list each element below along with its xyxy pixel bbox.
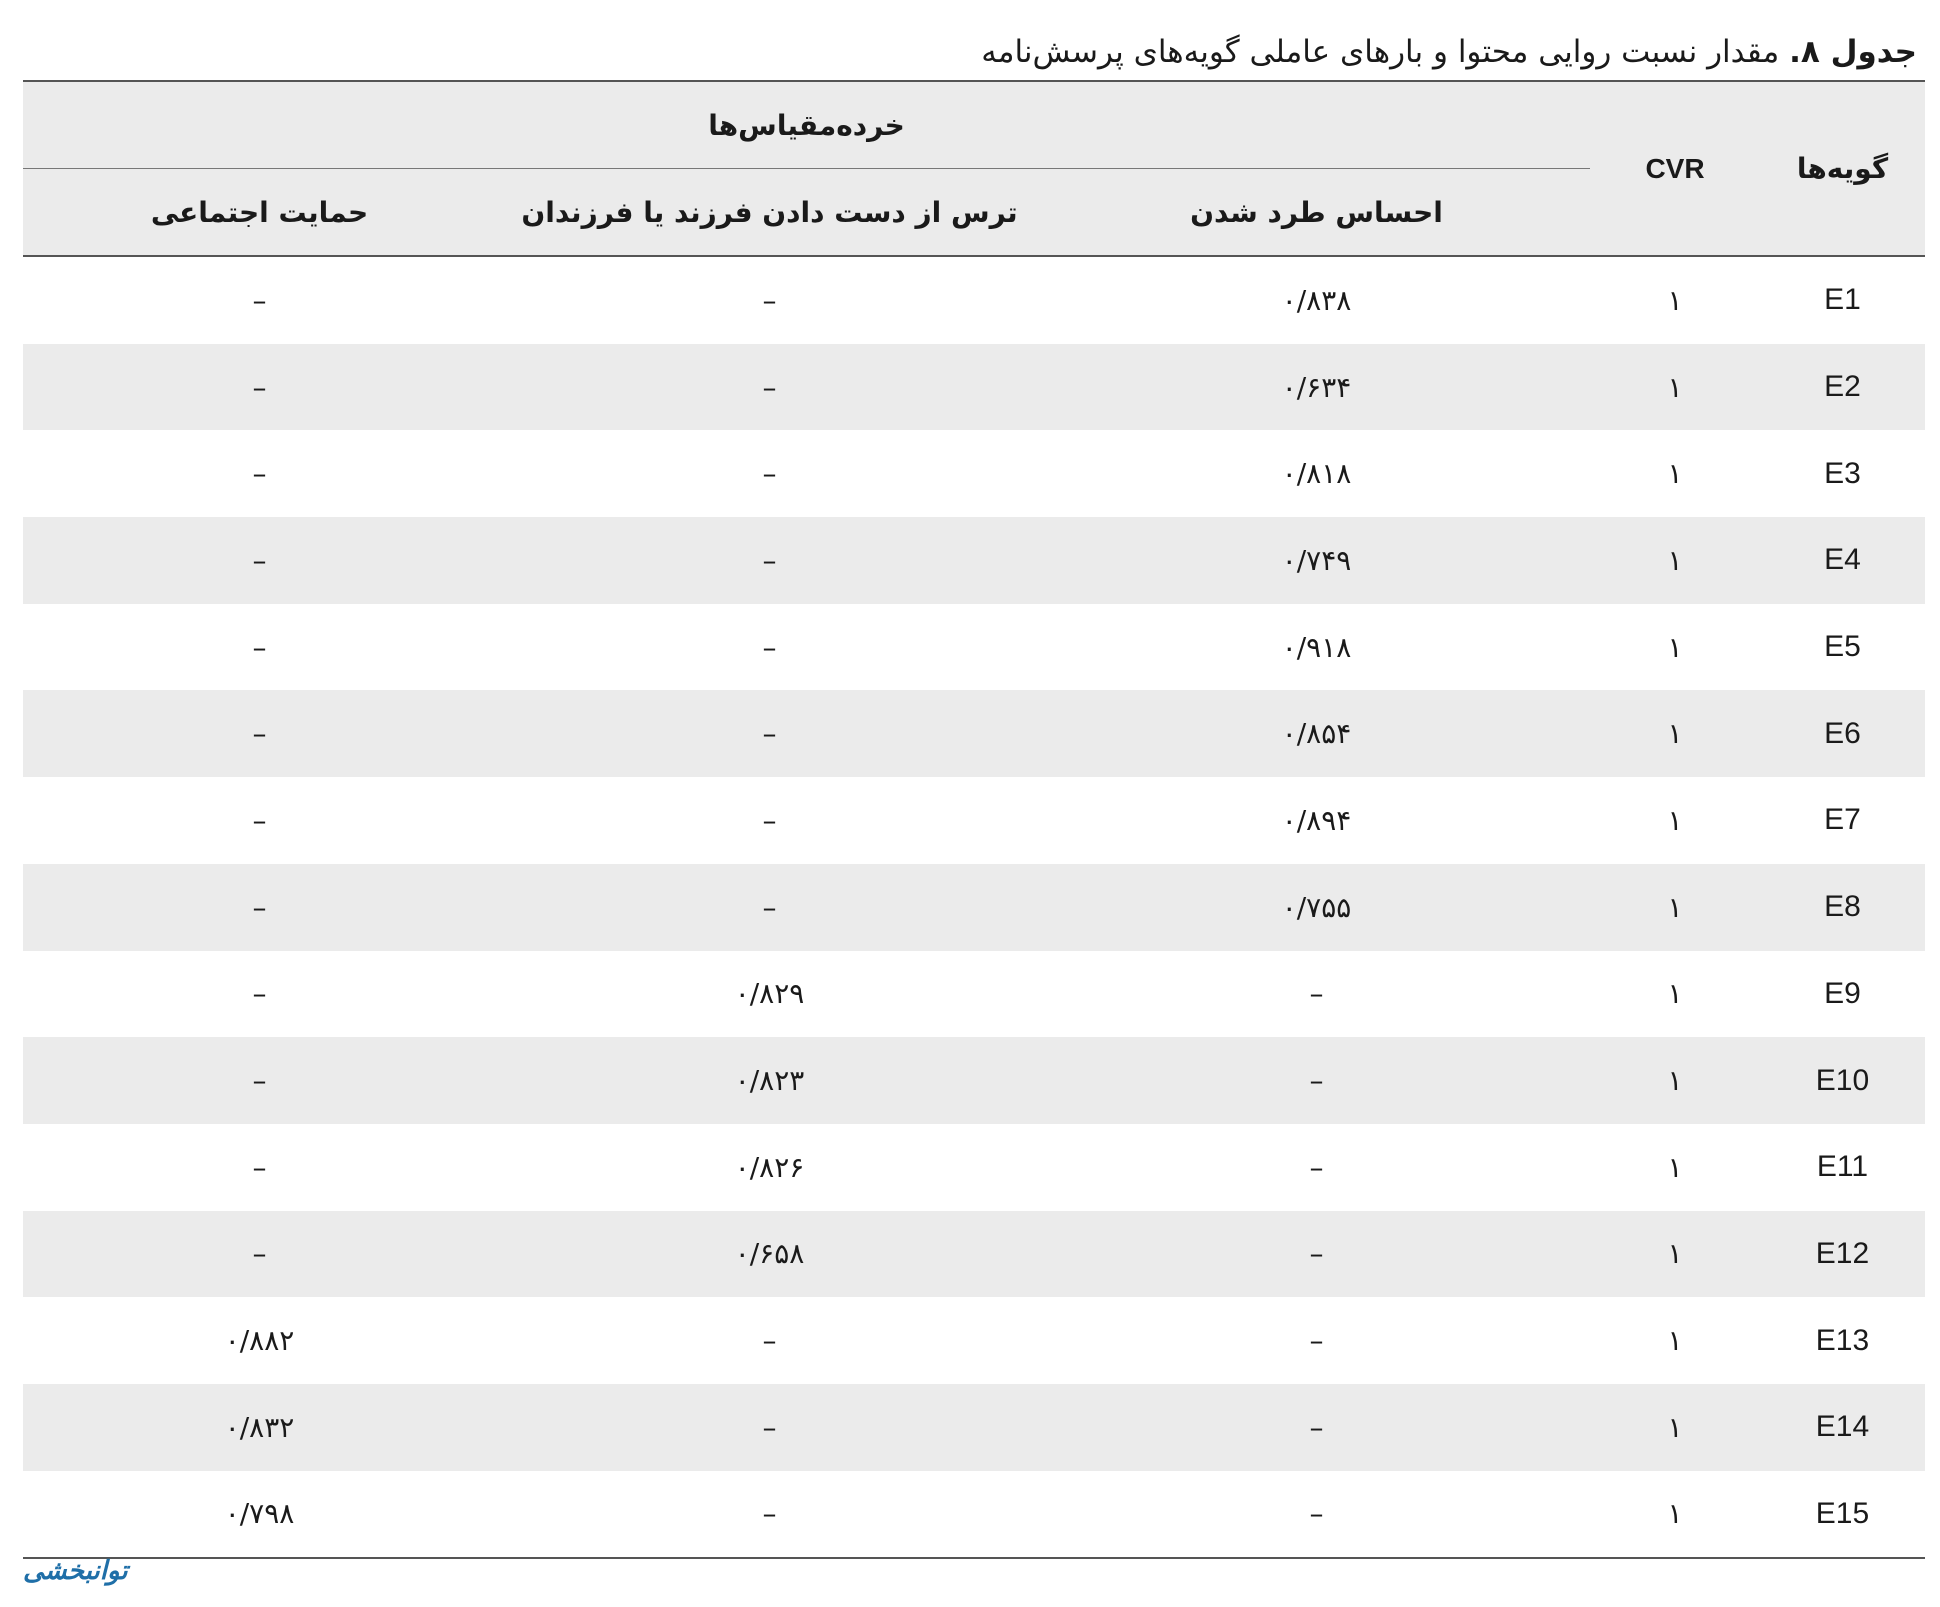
cell-item: E2 (1760, 344, 1925, 431)
cell-support: – (23, 690, 496, 777)
cell-fear: – (496, 344, 1043, 431)
cell-item: E7 (1824, 803, 1861, 837)
cell-item: E15 (1760, 1471, 1925, 1559)
table-row (23, 604, 1925, 691)
cell-fear: ۰/۸۲۹ (734, 977, 805, 1011)
cell-support: – (252, 630, 267, 664)
cell-cvr: ۱ (1667, 457, 1683, 491)
cell-rejection: – (1043, 1471, 1590, 1559)
cell-support: – (23, 1211, 496, 1298)
cell-cvr: ۱ (1590, 1037, 1760, 1124)
cell-item: E9 (1824, 976, 1861, 1010)
cell-cvr: ۱ (1590, 864, 1760, 951)
cell-cvr: ۱ (1590, 690, 1760, 777)
cell-rejection: – (1043, 1384, 1590, 1471)
cell-rejection: ۰/۷۴۹ (1043, 517, 1590, 604)
cell-fear: – (762, 1324, 777, 1358)
cell-rejection: ۰/۹۱۸ (1281, 630, 1352, 664)
table-row (23, 951, 1925, 1038)
cell-support: – (23, 864, 496, 951)
cell-item: E6 (1760, 690, 1925, 777)
table-row (23, 690, 1925, 777)
cell-item: E12 (1760, 1211, 1925, 1298)
table-row (23, 517, 1925, 604)
table-row (23, 1037, 1925, 1124)
cell-cvr: ۱ (1667, 283, 1683, 317)
cell-item: E13 (1815, 1323, 1870, 1357)
loadings-table (23, 80, 1925, 1559)
cell-support: – (252, 1150, 267, 1184)
cell-support: – (252, 803, 267, 837)
table-row (23, 1124, 1925, 1211)
cell-item: E10 (1760, 1037, 1925, 1124)
cell-rejection: – (1043, 1211, 1590, 1298)
cell-fear: – (496, 517, 1043, 604)
cell-fear: – (762, 630, 777, 664)
table-row (23, 1211, 1925, 1298)
cell-item: E3 (1824, 456, 1861, 490)
cell-fear: – (496, 1384, 1043, 1471)
cell-support: – (252, 283, 267, 317)
header-fear-of-losing-child: ترس از دست دادن فرزند یا فرزندان (496, 169, 1043, 257)
cell-cvr: ۱ (1667, 630, 1683, 664)
cell-rejection: ۰/۷۵۵ (1043, 864, 1590, 951)
cell-rejection: ۰/۸۳۸ (1281, 283, 1352, 317)
header-subscales: خرده‌مقیاس‌ها (23, 81, 1590, 169)
cell-cvr: ۱ (1590, 1471, 1760, 1559)
table-header (23, 81, 1925, 256)
cell-support: ۰/۸۳۲ (23, 1384, 496, 1471)
table-row (23, 256, 1925, 344)
table-row (23, 430, 1925, 517)
cell-cvr: ۱ (1590, 1211, 1760, 1298)
cell-rejection: ۰/۸۹۴ (1281, 803, 1352, 837)
table-row (23, 344, 1925, 431)
cell-cvr: ۱ (1667, 1150, 1683, 1184)
cell-cvr: ۱ (1590, 1384, 1760, 1471)
cell-cvr: ۱ (1667, 803, 1683, 837)
cell-rejection: – (1309, 1324, 1324, 1358)
cell-rejection: ۰/۸۱۸ (1281, 457, 1352, 491)
cell-rejection: – (1043, 1037, 1590, 1124)
table-row (23, 777, 1925, 864)
journal-logo: توانبخشی (23, 1556, 128, 1586)
cell-support: ۰/۷۹۸ (23, 1471, 496, 1559)
cell-item: E8 (1760, 864, 1925, 951)
cell-rejection: – (1309, 1150, 1324, 1184)
cell-rejection: ۰/۸۵۴ (1043, 690, 1590, 777)
cell-support: ۰/۸۸۲ (224, 1324, 295, 1358)
header-cvr: CVR (1590, 81, 1760, 256)
cell-cvr: ۱ (1590, 344, 1760, 431)
table-row (23, 1471, 1925, 1559)
cell-support: – (23, 344, 496, 431)
cell-fear: ۰/۸۲۶ (734, 1150, 805, 1184)
table-row (23, 864, 1925, 951)
cell-fear: – (762, 283, 777, 317)
table-row (23, 1297, 1925, 1384)
header-items: گویه‌ها (1760, 81, 1925, 256)
cell-rejection: ۰/۶۳۴ (1043, 344, 1590, 431)
cell-fear: ۰/۸۲۳ (496, 1037, 1043, 1124)
cell-support: – (252, 977, 267, 1011)
table-container (23, 80, 1925, 1559)
caption-label: جدول ۸. (1789, 34, 1917, 70)
cell-item: E1 (1824, 283, 1861, 317)
cell-support: – (23, 517, 496, 604)
cell-support: – (252, 457, 267, 491)
table-row (23, 1384, 1925, 1471)
cell-fear: – (496, 864, 1043, 951)
cell-rejection: – (1309, 977, 1324, 1011)
cell-cvr: ۱ (1590, 517, 1760, 604)
cell-item: E4 (1760, 517, 1925, 604)
cell-fear: ۰/۶۵۸ (496, 1211, 1043, 1298)
cell-fear: – (496, 690, 1043, 777)
header-rejection: احساس طرد شدن (1043, 169, 1590, 257)
cell-fear: – (762, 803, 777, 837)
cell-item: E5 (1824, 630, 1861, 664)
cell-item: E14 (1760, 1384, 1925, 1471)
cell-item: E11 (1816, 1150, 1869, 1184)
cell-fear: – (762, 457, 777, 491)
cell-cvr: ۱ (1667, 1324, 1683, 1358)
caption-text: مقدار نسبت روایی محتوا و بارهای عاملی گویه‌های پرسش‌نامه (981, 34, 1780, 70)
cell-support: – (23, 1037, 496, 1124)
cell-cvr: ۱ (1667, 977, 1683, 1011)
cell-fear: – (496, 1471, 1043, 1559)
table-caption (27, 30, 1917, 74)
table-body (23, 256, 1925, 1558)
header-social-support: حمایت اجتماعی (23, 169, 496, 257)
